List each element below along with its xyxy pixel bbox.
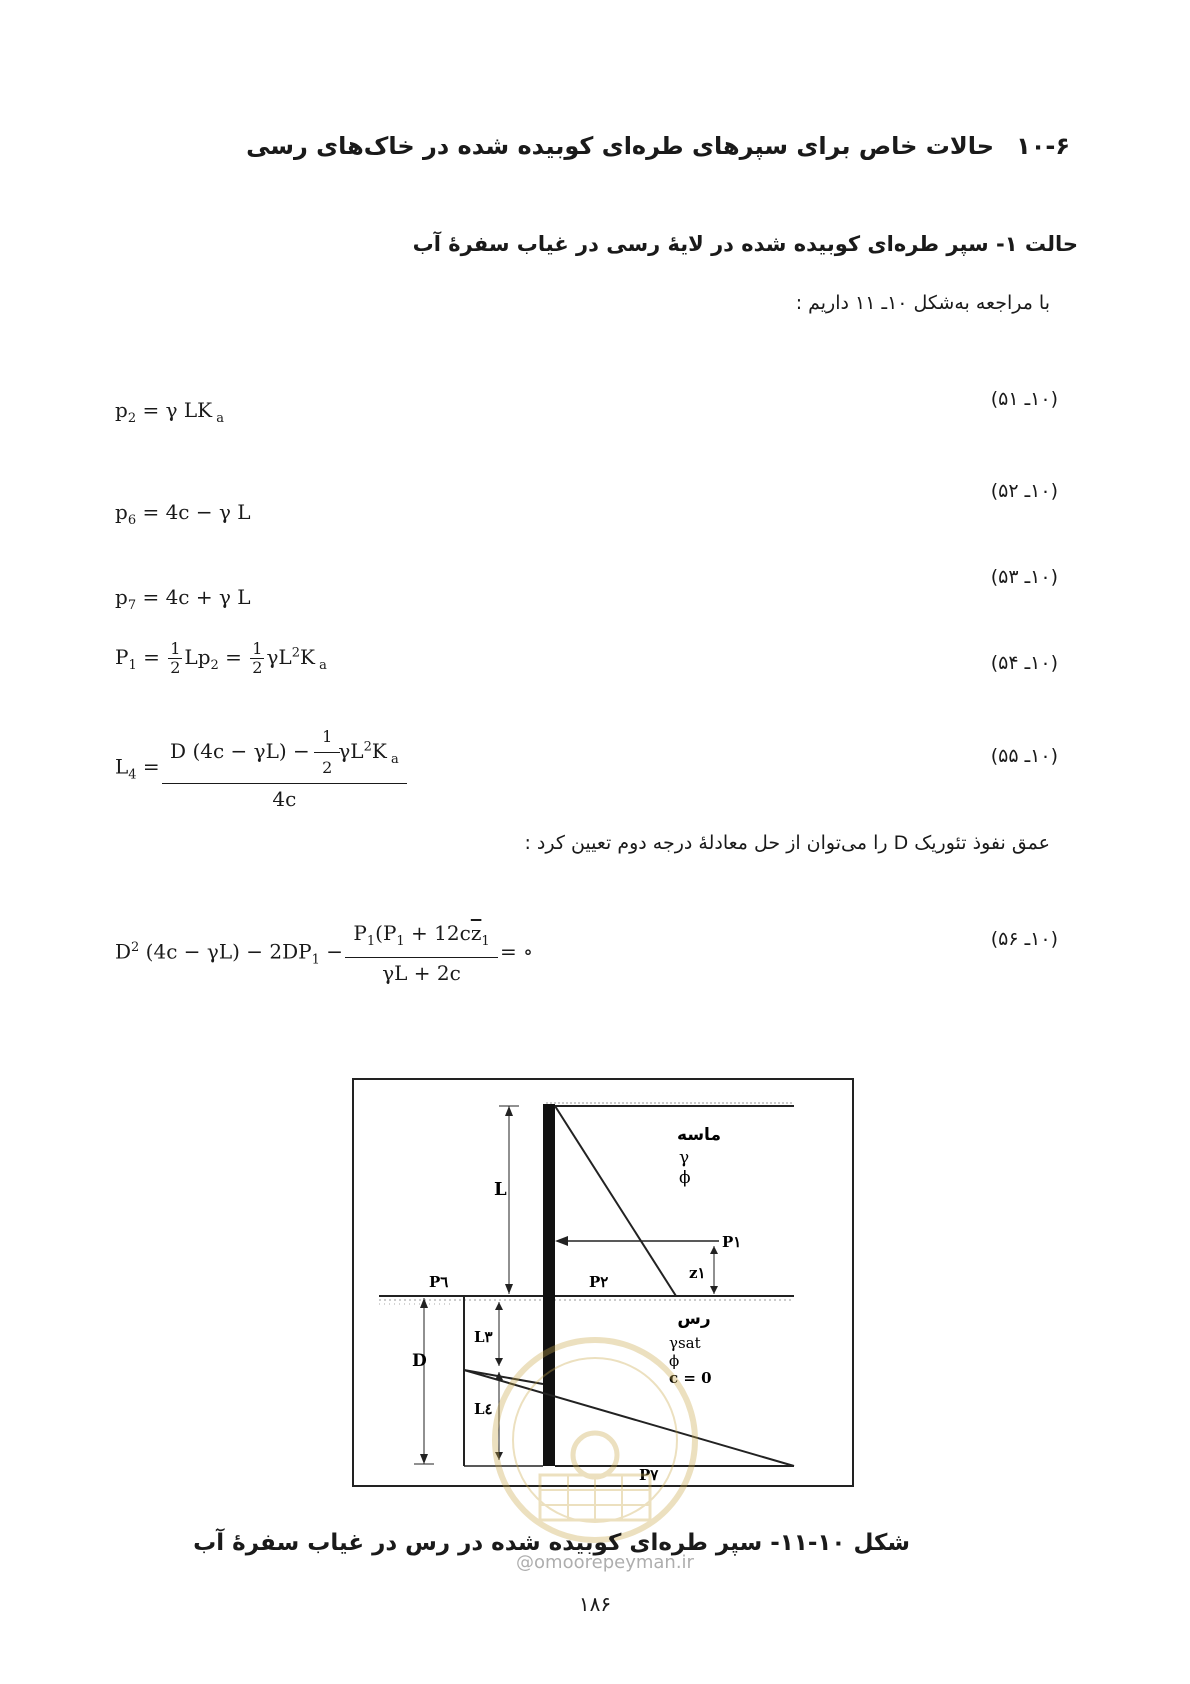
label-p1: P۱	[722, 1233, 742, 1251]
equation-number-51: (۱۰ـ ۵۱)	[990, 388, 1058, 410]
clay-c-zero: c = 0	[669, 1369, 712, 1387]
equation-number-53: (۱۰ـ ۵۳)	[990, 566, 1058, 588]
equation-number-52: (۱۰ـ ۵۲)	[990, 480, 1058, 502]
label-p7: P۷	[639, 1466, 659, 1484]
equation-53: $p_7 = 4c + \gamma$ L	[115, 585, 251, 613]
label-l4: L٤	[474, 1400, 493, 1418]
sheet-pile-figure	[352, 1078, 854, 1487]
clay-label: رس	[677, 1309, 711, 1329]
clay-pressure-transition	[464, 1370, 794, 1466]
equation-55: $L_4$ = D (4c − γL) − $\frac{1}{2}$ $\gamma L^2K$ $_a$ 4c	[115, 722, 403, 814]
sheet-pile-wall	[543, 1104, 555, 1466]
label-z1: z۱	[689, 1264, 706, 1282]
sand-gamma: γ	[679, 1148, 690, 1168]
case1-intro: با مراجعه به‌شکل ۱۰ـ ۱۱ داریم :	[795, 292, 1050, 314]
case1-title: حالت ۱- سپر طره‌ای کوبیده شده در لایۀ رسی در غیاب سفرۀ آب	[412, 232, 1078, 256]
label-l: L	[494, 1179, 507, 1200]
sand-phi: ϕ	[679, 1168, 691, 1188]
watermark-site: @omoorepeyman.ir	[516, 1552, 694, 1573]
equation-52: $p_6 = 4c - \gamma$ L	[115, 500, 251, 528]
equation-number-55: (۱۰ـ ۵۵)	[990, 745, 1058, 767]
clay-phi: ϕ	[669, 1352, 680, 1370]
equation-54: $P_1$ = $\frac{1}{2}$ $Lp_2$ = $\frac{1}{2}$ $\gamma L^2K$ $_a$	[115, 639, 327, 677]
sand-label: ماسه	[677, 1125, 721, 1145]
section-title: حالات خاص برای سپرهای طره‌ای کوبیده شده در خاک‌های رسی	[246, 132, 995, 160]
clay-gamma-sat: γsat	[669, 1334, 701, 1352]
label-p2: P۲	[589, 1273, 609, 1291]
section-heading	[170, 132, 1070, 160]
figure-caption: شکل ۱۰-۱۱- سپر طره‌ای کوبیده شده در رس در غیاب سفرۀ آب	[193, 1530, 910, 1556]
label-l3: L۳	[474, 1328, 493, 1346]
depth-text: عمق نفوذ تئوریک D را می‌توان از حل معادلۀ درجه دوم تعیین کرد :	[524, 832, 1050, 854]
equation-56: $D^2$ $(4c - \gamma L) - 2DP_1$ − $\frac{P_1(P_1 + 12c\overline{z}_1}{\gamma L + 2c}$ = ∘	[115, 918, 533, 988]
equation-number-54: (۱۰ـ ۵۴)	[990, 652, 1058, 674]
equation-51: $p_2 = \gamma$ LK $_a$	[115, 398, 224, 426]
page-number: ۱۸۶	[578, 1592, 612, 1616]
sheet-pile-diagram	[354, 1080, 852, 1485]
label-d: D	[412, 1351, 427, 1371]
label-p6: P٦	[429, 1273, 449, 1291]
section-number: ۱۰-۶	[1016, 132, 1070, 160]
active-pressure-line	[555, 1106, 676, 1296]
equation-number-56: (۱۰ـ ۵۶)	[990, 928, 1058, 950]
